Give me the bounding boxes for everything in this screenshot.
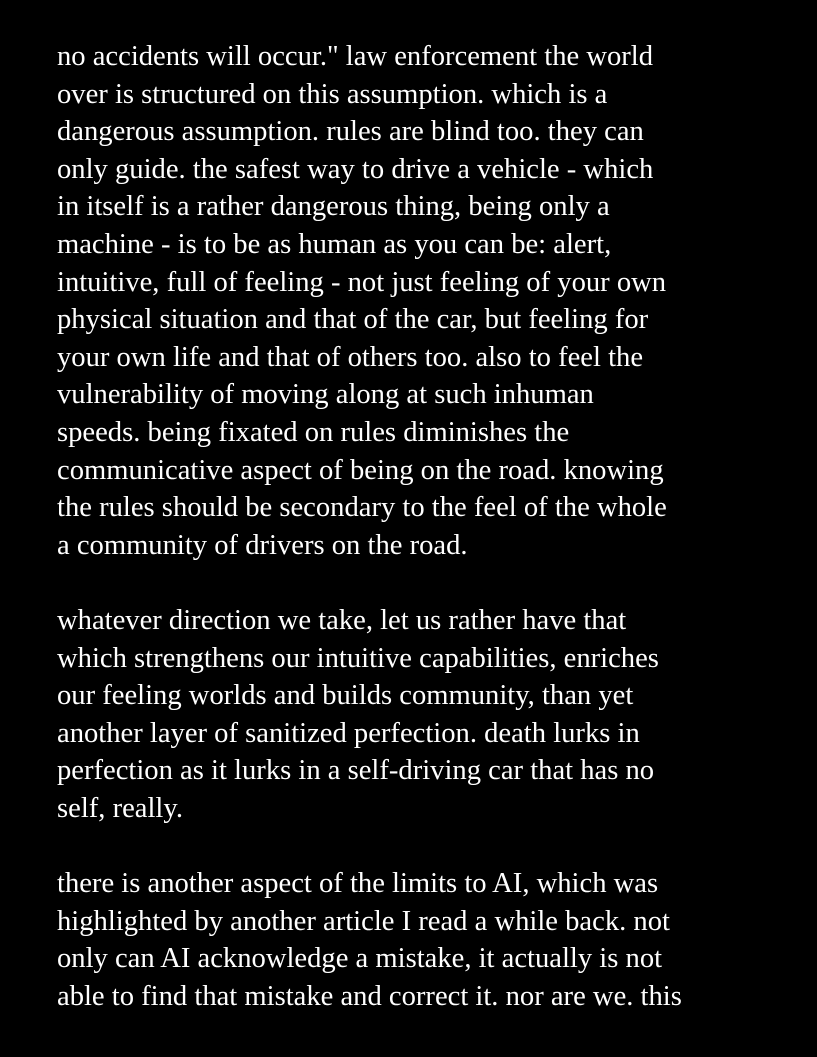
text-line: our feeling worlds and builds community, than yet (57, 680, 634, 712)
text-line: only can AI acknowledge a mistake, it actually is not (57, 943, 663, 975)
text-line: dangerous assumption. rules are blind too. they can (57, 116, 644, 148)
text-line: communicative aspect of being on the road. knowing (57, 454, 664, 486)
text-line: in itself is a rather dangerous thing, being only a (57, 191, 610, 223)
text-line: whatever direction we take, let us rather have that (57, 604, 627, 636)
document-body (57, 38, 797, 1015)
text-line: physical situation and that of the car, but feeling for (57, 304, 649, 336)
text-line: self, really. (57, 792, 183, 824)
text-line: there is another aspect of the limits to AI, which was (57, 868, 659, 900)
text-line: intuitive, full of feeling - not just feeling of your own (57, 266, 667, 298)
paragraph-2 (57, 602, 797, 828)
text-line: perfection as it lurks in a self-driving car that has no (57, 755, 655, 787)
paragraph-1 (57, 38, 797, 564)
paragraph-spacer (57, 827, 797, 865)
text-line: able to find that mistake and correct it. nor are we. this (57, 980, 682, 1012)
text-line: machine - is to be as human as you can be: alert, (57, 228, 612, 260)
paragraph-3 (57, 865, 797, 1015)
text-line: another layer of sanitized perfection. death lurks in (57, 717, 640, 749)
text-line: your own life and that of others too. also to feel the (57, 341, 644, 373)
text-line: the rules should be secondary to the feel of the whole (57, 492, 667, 524)
text-line: vulnerability of moving along at such inhuman (57, 379, 594, 411)
text-line: over is structured on this assumption. which is a (57, 78, 608, 110)
text-line: a community of drivers on the road. (57, 529, 468, 561)
text-line: speeds. being fixated on rules diminishes the (57, 416, 570, 448)
paragraph-spacer (57, 564, 797, 602)
text-line: which strengthens our intuitive capabilities, enriches (57, 642, 659, 674)
text-line: highlighted by another article I read a while back. not (57, 905, 670, 937)
text-line: no accidents will occur." law enforcement the world (57, 41, 654, 72)
text-line: only guide. the safest way to drive a vehicle - which (57, 153, 654, 185)
